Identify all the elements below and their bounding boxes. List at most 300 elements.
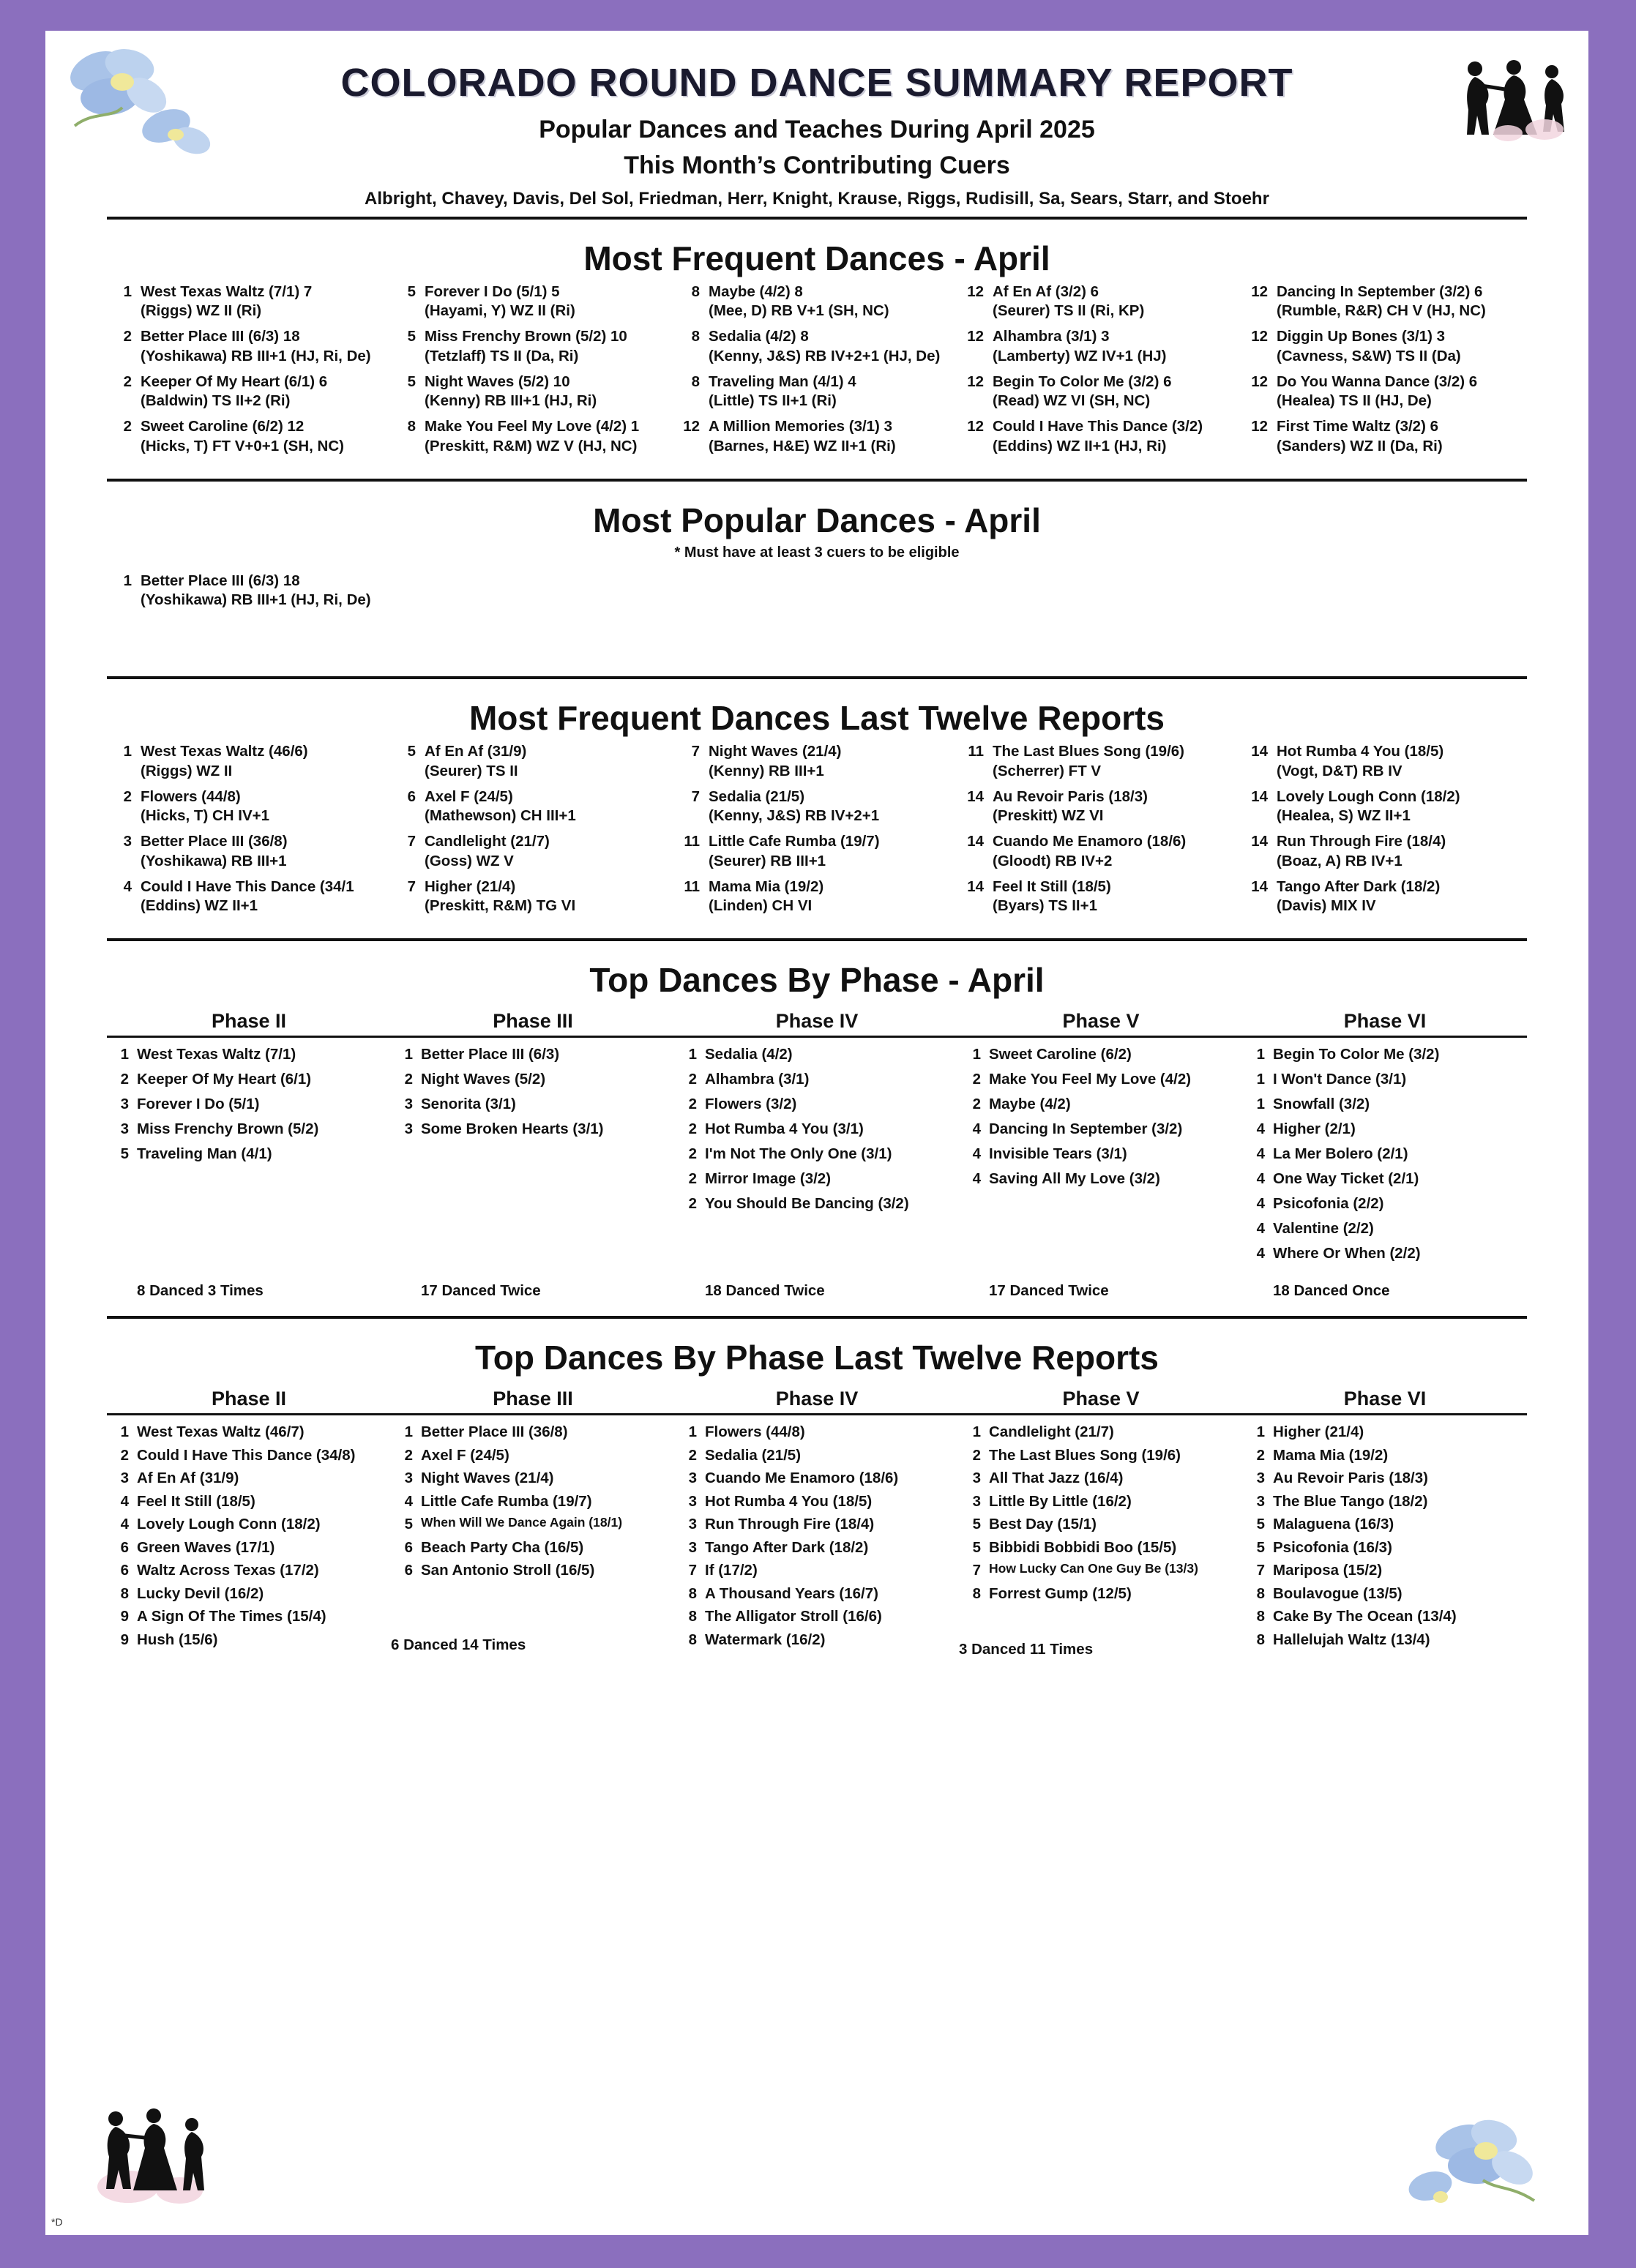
- table-row: [675, 1169, 949, 1188]
- list-item: [391, 373, 668, 411]
- phase-footer-ii: 8 Danced 3 Times: [137, 1282, 264, 1300]
- rank: 7: [407, 833, 416, 850]
- dance-detail: (Linden) CH VI: [709, 897, 813, 914]
- list-item: [959, 282, 1236, 321]
- phase-header-row: [107, 1388, 1527, 1410]
- phase-column-ii: [107, 1045, 391, 1269]
- column-4: [959, 742, 1243, 922]
- rank: 4: [123, 877, 132, 895]
- dance-title: Begin To Color Me (3/2) 6: [993, 373, 1172, 390]
- dance-title: First Time Waltz (3/2) 6: [1277, 418, 1438, 435]
- table-row: [107, 1045, 381, 1063]
- list-item: [1243, 417, 1520, 455]
- entry: [425, 787, 576, 826]
- rank: 1: [1256, 1071, 1265, 1088]
- rank: 1: [120, 1423, 129, 1441]
- dance-title: Better Place III (36/8): [421, 1423, 568, 1441]
- dance-title: Tango After Dark (18/2): [705, 1538, 869, 1556]
- rank: 5: [120, 1145, 129, 1163]
- phase-header-iii: Phase III: [493, 1010, 573, 1033]
- table-row: [959, 1169, 1233, 1188]
- dance-title: Little By Little (16/2): [989, 1492, 1132, 1510]
- dance-detail: (Seurer) TS II: [425, 762, 518, 779]
- dance-title: San Antonio Stroll (16/5): [421, 1562, 595, 1579]
- list-item: [675, 832, 952, 870]
- rank: 2: [123, 328, 132, 345]
- dancers-decoration-bottom-left: [81, 2103, 220, 2209]
- dance-title: One Way Ticket (2/1): [1273, 1170, 1419, 1188]
- entry: [1277, 742, 1443, 780]
- table-row: [391, 1446, 665, 1464]
- rank: 4: [972, 1120, 981, 1138]
- dance-title: How Lucky Can One Guy Be (13/3): [989, 1561, 1198, 1576]
- phase-header-iv: Phase IV: [775, 1388, 859, 1410]
- entry: [425, 417, 639, 455]
- dance-detail: (Sanders) WZ II (Da, Ri): [1277, 437, 1443, 454]
- rank: 2: [688, 1446, 697, 1464]
- dance-title: Af En Af (31/9): [425, 743, 527, 760]
- list-item: [107, 877, 384, 916]
- list-item: [107, 832, 384, 870]
- dance-title: A Sign Of The Times (15/4): [137, 1608, 326, 1625]
- dance-title: Malaguena (16/3): [1273, 1516, 1394, 1533]
- table-row: [959, 1145, 1233, 1163]
- entry: [993, 832, 1186, 870]
- dance-title: Candlelight (21/7): [989, 1423, 1114, 1441]
- scan-artifact-mark: *D: [51, 2216, 63, 2228]
- section-divider: [107, 676, 1527, 679]
- entry: [141, 832, 288, 870]
- phase-footer-iii: 17 Danced Twice: [421, 1282, 541, 1300]
- rank: 8: [1256, 1608, 1265, 1625]
- rank: 2: [123, 418, 132, 435]
- rank: 3: [688, 1516, 697, 1533]
- list-item: [675, 417, 952, 455]
- rank: 2: [404, 1446, 413, 1464]
- dance-title: Mama Mia (19/2): [1273, 1446, 1389, 1464]
- dance-detail: (Yoshikawa) RB III+1 (HJ, Ri, De): [141, 591, 371, 609]
- table-row: [675, 1631, 949, 1649]
- dance-title: Flowers (44/8): [705, 1423, 805, 1441]
- entry: [425, 327, 627, 365]
- flower-decoration-bottom-right: [1395, 2098, 1578, 2226]
- dance-detail: (Preskitt) WZ VI: [993, 807, 1104, 825]
- dance-title: West Texas Waltz (7/1): [137, 1046, 296, 1063]
- dance-detail: (Hicks, T) FT V+0+1 (SH, NC): [141, 437, 344, 454]
- dance-title: The Last Blues Song (19/6): [989, 1446, 1181, 1464]
- rank: 4: [1256, 1245, 1265, 1262]
- rank: 4: [1256, 1220, 1265, 1238]
- dance-title: When Will We Dance Again (18/1): [421, 1515, 623, 1530]
- rank: 3: [688, 1538, 697, 1556]
- rank: 8: [972, 1584, 981, 1602]
- table-row: [1243, 1607, 1517, 1625]
- rank: 8: [688, 1584, 697, 1602]
- section-title: Top Dances By Phase - April: [589, 961, 1045, 1000]
- table-row: [675, 1045, 949, 1063]
- dance-title: Miss Frenchy Brown (5/2) 10: [425, 328, 627, 345]
- phase-footer-iv: 18 Danced Twice: [705, 1282, 825, 1300]
- column-2: [391, 742, 675, 922]
- rank: 1: [404, 1423, 413, 1441]
- list-item: [107, 742, 384, 780]
- table-row: [959, 1045, 1233, 1063]
- entry: [709, 742, 842, 780]
- entry: [1277, 282, 1486, 321]
- rank: 4: [1256, 1170, 1265, 1188]
- dance-title: Beach Party Cha (16/5): [421, 1538, 584, 1556]
- rank: 12: [967, 373, 984, 390]
- list-item: [1243, 373, 1520, 411]
- dance-detail: (Mee, D) RB V+1 (SH, NC): [709, 302, 889, 320]
- phase-header-v: Phase V: [1062, 1010, 1140, 1033]
- rank: 4: [1256, 1195, 1265, 1213]
- rank: 1: [404, 1046, 413, 1063]
- dance-detail: (Riggs) WZ II (Ri): [141, 302, 262, 320]
- dance-title: The Last Blues Song (19/6): [993, 743, 1184, 760]
- rank: 14: [967, 787, 984, 805]
- rank: 5: [1256, 1516, 1265, 1533]
- list-item: [675, 282, 952, 321]
- dance-title: Watermark (16/2): [705, 1631, 826, 1648]
- rank: 3: [123, 833, 132, 850]
- rank: 1: [1256, 1423, 1265, 1441]
- dance-title: Psicofonia (2/2): [1273, 1195, 1384, 1213]
- table-row: [959, 1423, 1233, 1441]
- rank: 5: [972, 1516, 981, 1533]
- rank: 4: [1256, 1145, 1265, 1163]
- report-subtitle: Popular Dances and Teaches During April 2025: [539, 116, 1095, 143]
- entry: [1277, 373, 1477, 411]
- table-row: [675, 1584, 949, 1603]
- phase-header-vi: Phase VI: [1343, 1010, 1427, 1033]
- dance-detail: (Mathewson) CH III+1: [425, 807, 576, 825]
- header-divider: [107, 217, 1527, 220]
- rank: 4: [1256, 1120, 1265, 1138]
- entry: [993, 373, 1172, 411]
- section-title: Most Frequent Dances Last Twelve Reports: [468, 699, 1165, 738]
- section-title: Most Popular Dances - April: [593, 501, 1041, 539]
- rank: 1: [688, 1423, 697, 1441]
- dance-detail: (Baldwin) TS II+2 (Ri): [141, 392, 291, 410]
- entry: [425, 877, 575, 916]
- rank: 8: [407, 418, 416, 435]
- entry: [993, 282, 1144, 321]
- dance-detail: (Preskitt, R&M) TG VI: [425, 897, 576, 914]
- rank: 2: [972, 1446, 981, 1464]
- table-row: [675, 1194, 949, 1213]
- section-divider: [107, 479, 1527, 482]
- table-row: [1243, 1631, 1517, 1649]
- list-item: [1243, 832, 1520, 870]
- rank: 5: [404, 1516, 413, 1533]
- dance-title: Some Broken Hearts (3/1): [421, 1120, 604, 1138]
- table-row: [959, 1561, 1233, 1579]
- table-row: [391, 1095, 665, 1113]
- entry: [709, 282, 889, 321]
- dance-title: If (17/2): [705, 1562, 758, 1579]
- dance-title: Best Day (15/1): [989, 1516, 1097, 1533]
- dance-detail: (Cavness, S&W) TS II (Da): [1277, 347, 1461, 364]
- table-row: [1243, 1584, 1517, 1603]
- table-row: [107, 1120, 381, 1138]
- list-item: [959, 742, 1236, 780]
- table-row: [1243, 1244, 1517, 1262]
- rank: 8: [120, 1584, 129, 1602]
- list-item: [959, 877, 1236, 916]
- phase-header-iii: Phase III: [493, 1388, 573, 1410]
- table-row: [675, 1538, 949, 1557]
- list-item: [391, 327, 668, 365]
- entry: [1277, 787, 1460, 826]
- dance-title: I Won't Dance (3/1): [1273, 1071, 1407, 1088]
- dance-title: Where Or When (2/2): [1273, 1245, 1421, 1262]
- phase-footer-iii: 6 Danced 14 Times: [391, 1636, 526, 1654]
- table-row: [107, 1492, 381, 1511]
- table-row: [1243, 1469, 1517, 1487]
- dance-title: Mariposa (15/2): [1273, 1562, 1383, 1579]
- dance-detail: (Eddins) WZ II+1 (HJ, Ri): [993, 437, 1167, 454]
- dance-title: Hot Rumba 4 You (18/5): [705, 1492, 873, 1510]
- dance-title: Make You Feel My Love (4/2) 1: [425, 418, 640, 435]
- section-divider: [107, 1316, 1527, 1319]
- dance-title: Could I Have This Dance (34/1: [141, 877, 354, 895]
- dance-title: Snowfall (3/2): [1273, 1096, 1370, 1113]
- phase-footer-row: [107, 1282, 1527, 1300]
- dance-title: West Texas Waltz (46/6): [141, 743, 308, 760]
- table-row: [959, 1538, 1233, 1557]
- dance-title: All That Jazz (16/4): [989, 1470, 1124, 1487]
- dance-title: Af En Af (3/2) 6: [993, 283, 1099, 300]
- list-item: [675, 327, 952, 365]
- table-row: [391, 1045, 665, 1063]
- rank: 4: [972, 1145, 981, 1163]
- rank: 1: [1256, 1096, 1265, 1113]
- dance-detail: (Kenny, J&S) RB IV+2+1 (HJ, De): [709, 347, 941, 364]
- table-row: [391, 1120, 665, 1138]
- dance-title: Could I Have This Dance (3/2): [993, 418, 1203, 435]
- entry: [1277, 877, 1440, 916]
- rank: 5: [1256, 1538, 1265, 1556]
- table-row: [1243, 1492, 1517, 1511]
- table-row: [1243, 1120, 1517, 1138]
- rank: 7: [972, 1562, 981, 1579]
- rank: 12: [1251, 418, 1268, 435]
- table-row: [675, 1095, 949, 1113]
- phase-footer-v: 3 Danced 11 Times: [959, 1640, 1094, 1658]
- dance-title: Sedalia (4/2) 8: [709, 328, 809, 345]
- table-row: [1243, 1219, 1517, 1238]
- phase-columns: [107, 1423, 1527, 1658]
- dance-title: West Texas Waltz (7/1) 7: [141, 283, 313, 300]
- contributing-cuers-list: Albright, Chavey, Davis, Del Sol, Friedman, Herr, Knight, Krause, Riggs, Rudisill, Sa, Sears, Starr, and Stoehr: [365, 189, 1269, 209]
- entry: [425, 832, 550, 870]
- list-item: [959, 832, 1236, 870]
- dance-title: La Mer Bolero (2/1): [1273, 1145, 1408, 1163]
- table-row: [1243, 1070, 1517, 1088]
- rank: 1: [1256, 1046, 1265, 1063]
- rank: 12: [1251, 328, 1268, 345]
- dance-title: Little Cafe Rumba (19/7): [421, 1492, 592, 1510]
- rank: 2: [404, 1071, 413, 1088]
- dance-title: Candlelight (21/7): [425, 833, 550, 850]
- dance-title: Sedalia (21/5): [705, 1446, 802, 1464]
- dance-detail: (Lamberty) WZ IV+1 (HJ): [993, 347, 1167, 364]
- phase-column-v: [959, 1423, 1243, 1658]
- rank: 8: [691, 283, 700, 300]
- table-row: [107, 1631, 381, 1649]
- list-item: [675, 787, 952, 826]
- dance-title: Alhambra (3/1) 3: [993, 328, 1110, 345]
- entry: [141, 417, 344, 455]
- dance-title: Dancing In September (3/2) 6: [1277, 283, 1483, 300]
- dance-title: West Texas Waltz (46/7): [137, 1423, 305, 1441]
- dance-title: Maybe (4/2): [989, 1096, 1071, 1113]
- column-5: [1243, 742, 1527, 922]
- dance-title: You Should Be Dancing (3/2): [705, 1195, 909, 1213]
- phase-footer-v: 17 Danced Twice: [989, 1282, 1109, 1300]
- dance-title: Sedalia (21/5): [709, 787, 805, 805]
- rank: 3: [404, 1470, 413, 1487]
- rank: 12: [967, 418, 984, 435]
- eligibility-note: * Must have at least 3 cuers to be eligible: [674, 544, 960, 561]
- phase-column-iv: [675, 1423, 959, 1658]
- rank: 7: [691, 787, 700, 805]
- dance-title: Traveling Man (4/1): [137, 1145, 272, 1163]
- entry: [141, 373, 327, 411]
- rank: 12: [967, 283, 984, 300]
- rank: 14: [1251, 833, 1268, 850]
- list-item: [959, 417, 1236, 455]
- list-item: [959, 327, 1236, 365]
- dance-title: Better Place III (6/3): [421, 1046, 560, 1063]
- dance-title: Au Revoir Paris (18/3): [1273, 1470, 1428, 1487]
- rank: 11: [684, 833, 700, 850]
- dance-title: I'm Not The Only One (3/1): [705, 1145, 892, 1163]
- dance-title: Miss Frenchy Brown (5/2): [137, 1120, 319, 1138]
- dance-title: Diggin Up Bones (3/1) 3: [1277, 328, 1446, 345]
- dance-title: Make You Feel My Love (4/2): [989, 1071, 1192, 1088]
- dance-title: Af En Af (31/9): [137, 1470, 239, 1487]
- rank: 1: [123, 743, 132, 760]
- dance-title: Lovely Lough Conn (18/2): [137, 1516, 321, 1533]
- entry: [993, 327, 1167, 365]
- rank: 3: [972, 1470, 981, 1487]
- dance-title: The Blue Tango (18/2): [1273, 1492, 1428, 1510]
- rank: 8: [688, 1631, 697, 1648]
- list-item: [675, 373, 952, 411]
- rank: 2: [688, 1071, 697, 1088]
- rank: 1: [123, 572, 132, 589]
- column-3: [675, 282, 959, 463]
- rank: 2: [972, 1096, 981, 1113]
- list-item: [391, 832, 668, 870]
- rank: 4: [972, 1170, 981, 1188]
- dance-detail: (Yoshikawa) RB III+1 (HJ, Ri, De): [141, 347, 371, 364]
- rank: 5: [407, 283, 416, 300]
- dance-title: Flowers (3/2): [705, 1096, 797, 1113]
- phase-header-ii: Phase II: [211, 1010, 287, 1033]
- phase-column-iii: [391, 1045, 675, 1269]
- rank: 12: [683, 418, 700, 435]
- dance-detail: (Byars) TS II+1: [993, 897, 1097, 914]
- rank: 3: [120, 1096, 129, 1113]
- dance-title: Traveling Man (4/1) 4: [709, 373, 856, 390]
- dance-detail: (Scherrer) FT V: [993, 762, 1102, 779]
- column-1: [107, 282, 391, 463]
- dance-title: Waltz Across Texas (17/2): [137, 1562, 319, 1579]
- table-row: [675, 1607, 949, 1625]
- dance-detail: (Riggs) WZ II: [141, 762, 233, 779]
- phase-column-v: [959, 1045, 1243, 1269]
- section-most-frequent-april: [45, 239, 1588, 463]
- entry: [993, 417, 1203, 455]
- phase-column-vi: [1243, 1045, 1527, 1269]
- rank: 11: [968, 743, 984, 760]
- list-item: [1243, 787, 1520, 826]
- dance-title: Axel F (24/5): [425, 787, 513, 805]
- phase-header-v: Phase V: [1062, 1388, 1140, 1410]
- dance-detail: (Vogt, D&T) RB IV: [1277, 762, 1402, 779]
- dance-detail: (Davis) MIX IV: [1277, 897, 1376, 914]
- rank: 1: [972, 1046, 981, 1063]
- dance-title: Forever I Do (5/1): [137, 1096, 260, 1113]
- entry: [709, 877, 823, 916]
- dance-detail: (Healea, S) WZ II+1: [1277, 807, 1411, 825]
- section-title: Most Frequent Dances - April: [583, 239, 1050, 277]
- dance-detail: (Little) TS II+1 (Ri): [709, 392, 837, 410]
- rank: 3: [688, 1470, 697, 1487]
- phase-header-divider: [107, 1036, 1527, 1038]
- rank: 4: [120, 1516, 129, 1533]
- dance-title: Night Waves (5/2) 10: [425, 373, 570, 390]
- dance-title: Higher (21/4): [1273, 1423, 1364, 1441]
- dance-detail: (Hayami, Y) WZ II (Ri): [425, 302, 575, 320]
- dance-title: Little Cafe Rumba (19/7): [709, 833, 880, 850]
- list-item: [107, 282, 384, 321]
- entry: [709, 327, 940, 365]
- table-row: [391, 1492, 665, 1511]
- rank: 8: [691, 328, 700, 345]
- dance-title: Green Waves (17/1): [137, 1538, 275, 1556]
- table-row: [107, 1070, 381, 1088]
- table-row: [675, 1561, 949, 1579]
- table-row: [1243, 1538, 1517, 1557]
- entry: [1277, 417, 1443, 455]
- rank: 3: [404, 1120, 413, 1138]
- dance-detail: (Healea) TS II (HJ, De): [1277, 392, 1432, 410]
- phase-header-vi: Phase VI: [1343, 1388, 1427, 1410]
- table-row: [107, 1145, 381, 1163]
- section-top-by-phase-twelve: [45, 1338, 1588, 1658]
- rank: 2: [120, 1446, 129, 1464]
- dance-title: Night Waves (5/2): [421, 1071, 546, 1088]
- rank: 7: [407, 877, 416, 895]
- dance-detail: (Kenny) RB III+1: [709, 762, 824, 779]
- dance-detail: (Kenny) RB III+1 (HJ, Ri): [425, 392, 597, 410]
- dance-title: Higher (2/1): [1273, 1120, 1356, 1138]
- table-row: [107, 1561, 381, 1579]
- rank: 6: [120, 1562, 129, 1579]
- rank: 1: [972, 1423, 981, 1441]
- rank: 2: [688, 1120, 697, 1138]
- entry: [709, 373, 856, 411]
- dance-title: Boulavogue (13/5): [1273, 1584, 1402, 1602]
- dance-title: Forever I Do (5/1) 5: [425, 283, 560, 300]
- dance-title: Flowers (44/8): [141, 787, 241, 805]
- table-row: [959, 1492, 1233, 1511]
- list-item: [959, 373, 1236, 411]
